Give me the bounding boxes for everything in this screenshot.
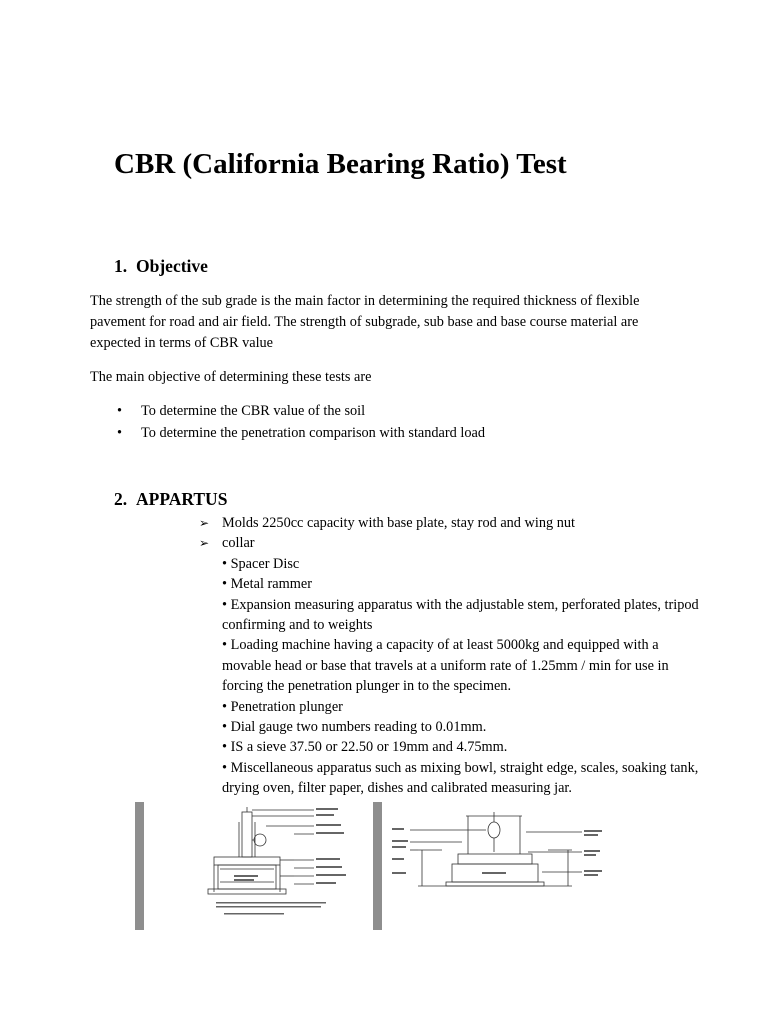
list-item [117,422,485,444]
paragraph-line: expected in terms of CBR value [90,335,274,351]
apparatus-list [199,513,699,799]
list-item-text: To determine the penetration comparison with standard load [141,425,486,441]
list-item [199,533,699,553]
page-title: CBR (California Bearing Ratio) Test [114,148,567,180]
section-number: 1. [114,256,128,276]
list-item: • Expansion measuring apparatus with the adjustable stem, perforated plates, tripod confirming and to weights [222,596,699,634]
section-title: Objective [136,256,208,276]
section-heading-apparatus [114,489,227,510]
loading-machine-illustration [382,802,635,930]
objective-bullet-list [117,400,485,444]
objective-intro: The main objective of determining these tests are [90,369,372,385]
section-number: 2. [114,489,128,509]
arrow-bullet-icon: ➢ [199,536,210,551]
section-title: APPARTUS [136,489,228,509]
paragraph-line: The strength of the sub grade is the main factor in determining the required thickness of flexible [90,293,640,309]
objective-paragraph [90,291,690,354]
list-item-text: collar [222,535,255,552]
figure-divider [373,802,382,930]
arrow-bullet-icon: ➢ [199,516,210,530]
mould-diagram-illustration [144,802,373,930]
apparatus-figures [135,802,635,930]
list-item: • Metal rammer [222,576,312,593]
list-item: • Dial gauge two numbers reading to 0.01mm. [222,719,487,736]
bullet-icon: • [117,425,123,441]
list-item [199,513,699,533]
list-item [117,400,485,422]
list-item-text: To determine the CBR value of the soil [141,403,366,419]
list-item: • Spacer Disc [222,555,300,572]
figure-border-left [135,802,144,930]
list-item: • Miscellaneous apparatus such as mixing bowl, straight edge, scales, soaking tank, drying oven, filter paper, dishes and calibrated measuring jar. [222,759,699,797]
bullet-icon: • [117,403,123,419]
list-item: • Loading machine having a capacity of at least 5000kg and equipped with a movable head or base that travels at a uniform rate of 1.25mm / min for use in forcing the penetration plunger in to the specimen. [222,637,669,695]
figure-mould-diagram [144,802,373,930]
paragraph-line: pavement for road and air field. The strength of subgrade, sub base and base course material are [90,314,639,330]
list-item: • Penetration plunger [222,698,343,715]
figure-loading-machine-diagram [382,802,635,930]
list-item: • IS a sieve 37.50 or 22.50 or 19mm and 4.75mm. [222,739,508,756]
section-heading-objective [114,256,208,277]
list-item-text: Molds 2250cc capacity with base plate, stay rod and wing nut [222,515,575,531]
